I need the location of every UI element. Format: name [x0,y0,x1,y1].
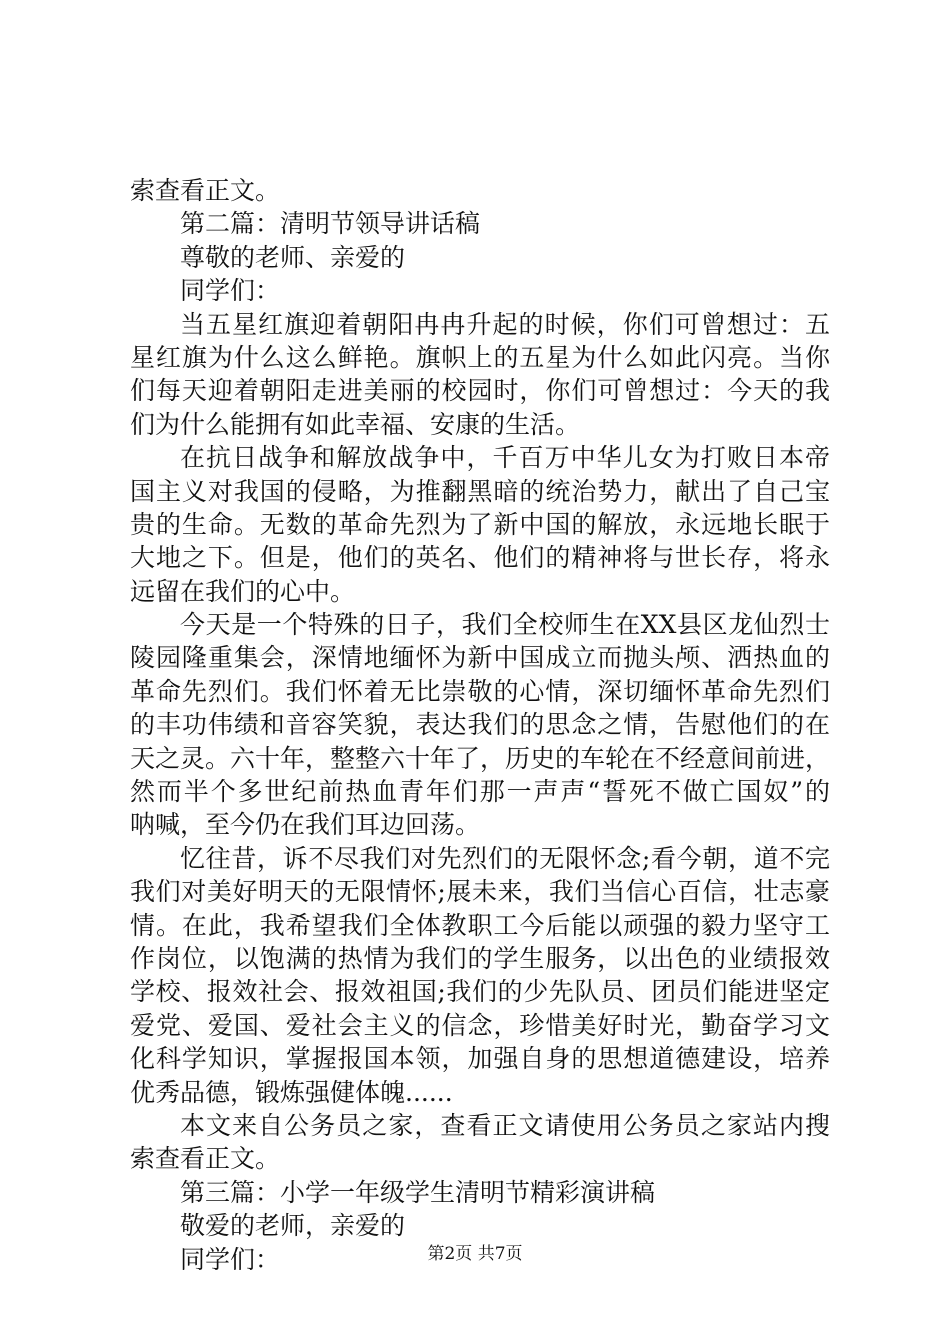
text-line: 远留在我们的心中。 [130,576,356,606]
text-line: 的丰功伟绩和音容笑貌，表达我们的思念之情，告慰他们的在 [130,710,830,740]
text-line: 作岗位，以饱满的热情为我们的学生服务，以出色的业绩报效 [130,943,830,973]
text-line: 第二篇：清明节领导讲话稿 [180,209,481,239]
text-line: 索查看正文。 [130,176,281,205]
text-line: 同学们： [180,276,281,306]
text-line: 第三篇：小学一年级学生清明节精彩演讲稿 [180,1177,656,1207]
text-line: 国主义对我国的侵略，为推翻黑暗的统治势力，献出了自己宝 [130,476,830,506]
text-line: 优秀品德，锻炼强健体魄...... [130,1077,453,1107]
text-line: 当五星红旗迎着朝阳冉冉升起的时候，你们可曾想过：五 [180,309,830,339]
text-line: 星红旗为什么这么鲜艳。旗帜上的五星为什么如此闪亮。当你 [130,342,830,372]
text-line: 们每天迎着朝阳走进美丽的校园时，你们可曾想过：今天的我 [130,376,830,406]
text-line: 同学们： [180,1244,281,1274]
text-line: 们为什么能拥有如此幸福、安康的生活。 [130,409,581,439]
text-line: 呐喊，至今仍在我们耳边回荡。 [130,810,481,840]
text-line: 索查看正文。 [130,1144,281,1174]
text-line: 陵园隆重集会，深情地缅怀为新中国成立而抛头颅、洒热血的 [130,643,830,673]
text-line: 本文来自公务员之家，查看正文请使用公务员之家站内搜 [180,1110,830,1140]
text-line: 化科学知识，掌握报国本领，加强自身的思想道德建设，培养 [130,1044,830,1074]
text-line: 贵的生命。无数的革命先烈为了新中国的解放，永远地长眠于 [130,509,830,539]
text-line: 学校、报效社会、报效祖国;我们的少先队员、团员们能进坚定 [130,977,830,1007]
text-line: 爱党、爱国、爱社会主义的信念，珍惜美好时光，勤奋学习文 [130,1010,830,1040]
text-line: 今天是一个特殊的日子，我们全校师生在XX县区龙仙烈士 [180,610,830,640]
text-line: 情。在此，我希望我们全体教职工今后能以顽强的毅力坚守工 [130,910,830,940]
text-line: 在抗日战争和解放战争中，千百万中华儿女为打败日本帝 [180,443,830,473]
text-line: 革命先烈们。我们怀着无比崇敬的心情，深切缅怀革命先烈们 [130,676,830,706]
text-line: 尊敬的老师、亲爱的 [180,242,406,272]
text-line: 我们对美好明天的无限情怀;展未来，我们当信心百信，壮志豪 [130,877,830,907]
document-body [130,174,830,1276]
text-line: 天之灵。六十年，整整六十年了，历史的车轮在不经意间前进， [130,743,831,773]
text-line: 忆往昔，诉不尽我们对先烈们的无限怀念;看今朝，道不完 [180,843,830,873]
text-line: 敬爱的老师，亲爱的 [180,1211,406,1241]
text-line: 然而半个多世纪前热血青年们那一声声“誓死不做亡国奴”的 [130,777,830,807]
text-line: 大地之下。但是，他们的英名、他们的精神将与世长存，将永 [130,543,830,573]
page-footer: 第2页 共7页 [427,1244,523,1264]
